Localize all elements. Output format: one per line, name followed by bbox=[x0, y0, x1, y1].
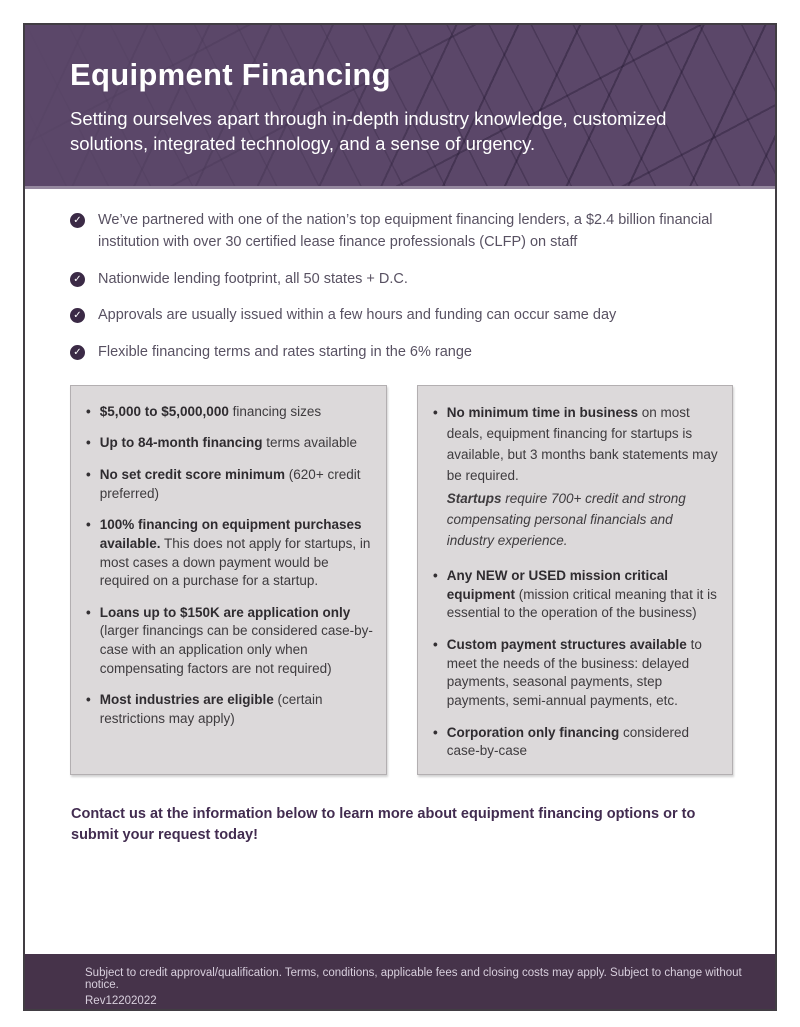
disclaimer-text: Subject to credit approval/qualification. Terms, conditions, applicable fees and closing costs may apply. Subject to change without notice. bbox=[85, 967, 742, 991]
highlight-text: Flexible financing terms and rates starting in the 6% range bbox=[98, 344, 472, 360]
list-item-rest: (larger financings can be considered case-by-case with an application only when compensating factors are not required) bbox=[99, 623, 373, 676]
revision-label: Rev12202022 bbox=[85, 995, 157, 1007]
highlight-text: Nationwide lending footprint, all 50 states + D.C. bbox=[98, 270, 408, 287]
bullet-dot-icon: • bbox=[433, 637, 438, 653]
list-item-rest: (certain restrictions may apply) bbox=[99, 692, 323, 726]
highlight-item bbox=[70, 342, 715, 364]
footer-bar bbox=[25, 954, 775, 1009]
bullet-dot-icon: • bbox=[86, 403, 91, 419]
bullet-dot-icon: • bbox=[433, 568, 438, 584]
highlight-text: We’ve partnered with one of the nation’s top equipment financing lenders, a $2.4 billion financial institution with over 30 certified lease finance professionals (CLFP) on staff bbox=[98, 212, 713, 250]
hero-banner bbox=[25, 25, 775, 189]
list-item-rest: (620+ credit preferred) bbox=[99, 467, 361, 501]
list-item-lead: Custom payment structures available bbox=[446, 637, 687, 653]
list-item-lead: $5,000 to $5,000,000 bbox=[99, 403, 229, 419]
page-title: Equipment Financing bbox=[70, 57, 391, 92]
document-page bbox=[23, 23, 777, 1011]
list-item-lead: No set credit score minimum bbox=[99, 467, 286, 482]
list-item-rest: considered case-by-case bbox=[446, 724, 690, 759]
list-item-text bbox=[447, 567, 719, 623]
list-item-rest: to meet the needs of the business: delayed payments, seasonal payments, step payments, semi-annual payments, etc. bbox=[446, 637, 702, 708]
financing-terms-box bbox=[70, 385, 387, 775]
check-circle-icon: ✓ bbox=[70, 272, 85, 287]
list-item-lead: 100% financing on equipment purchases available. bbox=[99, 517, 362, 551]
list-item-text bbox=[447, 724, 719, 761]
bullet-dot-icon: • bbox=[86, 467, 91, 482]
list-item-rest: terms available bbox=[262, 435, 358, 451]
list-item bbox=[433, 567, 719, 623]
list-item-text bbox=[447, 636, 719, 711]
startups-note bbox=[447, 489, 719, 552]
financing-terms-list bbox=[86, 403, 373, 729]
check-circle-icon: ✓ bbox=[70, 213, 85, 228]
list-item-rest: on most deals, equipment financing for startups is available, but 3 months bank statements may be required. bbox=[446, 404, 718, 483]
bullet-dot-icon: • bbox=[86, 692, 91, 708]
list-item-lead: Most industries are eligible bbox=[99, 692, 274, 708]
list-item-lead: No minimum time in business bbox=[446, 404, 639, 420]
highlight-item bbox=[70, 305, 715, 327]
highlight-item bbox=[70, 210, 715, 254]
startups-note-lead: Startups bbox=[446, 491, 502, 507]
contact-callout: Contact us at the information below to learn more about equipment financing options or to submit your request today! bbox=[71, 805, 696, 843]
list-item-lead: Corporation only financing bbox=[446, 724, 620, 740]
list-item bbox=[433, 403, 719, 552]
detail-boxes-row bbox=[70, 385, 775, 775]
bullet-dot-icon: • bbox=[86, 435, 91, 451]
list-item bbox=[86, 403, 373, 422]
bullet-dot-icon: • bbox=[433, 724, 438, 740]
check-circle-icon: ✓ bbox=[70, 345, 85, 360]
list-item-text bbox=[100, 434, 357, 453]
list-item-lead: Any NEW or USED mission critical equipment bbox=[446, 568, 669, 602]
list-item-text bbox=[100, 403, 321, 422]
bullet-dot-icon: • bbox=[86, 604, 91, 620]
list-item-rest: financing sizes bbox=[228, 403, 322, 419]
list-item-rest: This does not apply for startups, in most cases a down payment would be required on a purchase for a startup. bbox=[99, 535, 371, 589]
list-item-text bbox=[100, 466, 373, 503]
bullet-dot-icon: • bbox=[433, 404, 438, 420]
highlight-text: Approvals are usually issued within a few hours and funding can occur same day bbox=[98, 307, 617, 324]
list-item-rest: (mission critical meaning that it is essential to the operation of the business) bbox=[446, 586, 717, 621]
list-item-lead: Up to 84-month financing bbox=[99, 435, 263, 451]
eligibility-box bbox=[417, 385, 733, 775]
highlight-item bbox=[70, 269, 715, 291]
hero-subtitle: Setting ourselves apart through in-depth industry knowledge, customized solutions, integrated technology, and a sense of urgency. bbox=[70, 108, 667, 154]
eligibility-list bbox=[433, 403, 719, 761]
check-circle-icon: ✓ bbox=[70, 308, 85, 323]
list-item bbox=[86, 434, 373, 453]
list-item bbox=[86, 466, 373, 503]
list-item bbox=[433, 636, 719, 711]
list-item bbox=[86, 516, 373, 591]
list-item-text bbox=[447, 403, 719, 552]
list-item-text bbox=[100, 516, 373, 591]
highlight-list bbox=[25, 189, 775, 364]
startups-note-rest: require 700+ credit and strong compensating personal financials and industry experience. bbox=[446, 491, 686, 549]
list-item bbox=[86, 604, 373, 679]
list-item bbox=[433, 724, 719, 761]
bullet-dot-icon: • bbox=[86, 517, 91, 533]
list-item-text bbox=[100, 604, 373, 679]
list-item bbox=[86, 691, 373, 728]
list-item-text bbox=[100, 691, 373, 728]
list-item-lead: Loans up to $150K are application only bbox=[99, 604, 351, 620]
